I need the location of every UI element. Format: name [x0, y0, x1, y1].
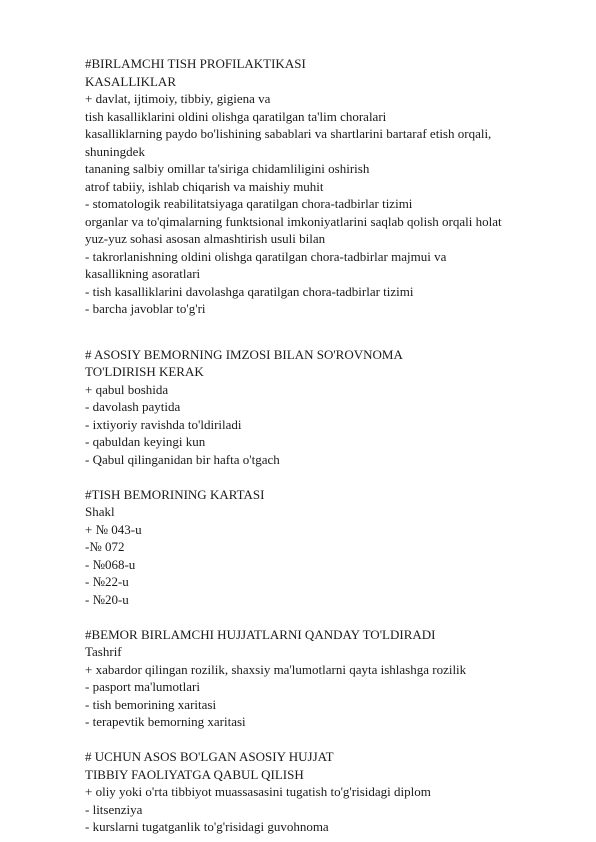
question-block-signature-survey [85, 346, 555, 469]
section-spacer [85, 731, 555, 749]
answer-option: -№ 072 [85, 539, 125, 554]
question-title: # UCHUN ASOS BO'LGAN ASOSIY HUJJAT [85, 749, 334, 764]
question-title-continued: Shakl [85, 504, 115, 519]
answer-option: - davolash paytida [85, 399, 181, 414]
answer-option-correct: + qabul boshida [85, 381, 169, 397]
section-spacer [85, 608, 555, 626]
answer-option: - Qabul qilinganidan bir hafta o'tgach [85, 451, 280, 467]
answer-option-correct: + oliy yoki o'rta tibbiyot muassasasini tugatish to'g'risidagi diplom [85, 784, 431, 799]
answer-option-correct: + xabardor qilingan rozilik, shaxsiy ma'lumotlarni qayta ishlashga rozilik [85, 661, 467, 677]
answer-text: yuz-yuz sohasi asosan almashtirish usuli bilan [85, 231, 326, 246]
answer-option: - terapevtik bemorning xaritasi [85, 714, 246, 729]
answer-text: shuningdek [85, 143, 145, 159]
question-title-continued: Tashrif [85, 644, 122, 659]
question-title-continued: KASALLIKLAR [85, 73, 176, 89]
answer-option: - stomatologik reabilitatsiyaga qaratilgan chora-tadbirlar tizimi [85, 196, 413, 211]
answer-text: organlar va to'qimalarning funktsional imkoniyatlarini saqlab qolish orqali holat [85, 213, 502, 229]
answer-text: kasalliklarning paydo bo'lishining sabablari va shartlarini bartaraf etish orqali, [85, 126, 492, 141]
question-title: #BIRLAMCHI TISH PROFILAKTIKASI [85, 56, 306, 71]
section-spacer [85, 318, 555, 346]
question-block-dental-card [85, 486, 555, 609]
question-title-continued: TIBBIY FAOLIYATGA QABUL QILISH [85, 766, 304, 782]
answer-option-correct: + davlat, ijtimoiy, tibbiy, gigiena va [85, 91, 271, 106]
answer-option: - №20-u [85, 591, 129, 607]
question-block-primary-prevention [85, 55, 555, 318]
answer-option: - tish kasalliklarini davolashga qaratilgan chora-tadbirlar tizimi [85, 283, 414, 299]
answer-option: - barcha javoblar to'g'ri [85, 301, 206, 316]
answer-option: - pasport ma'lumotlari [85, 679, 200, 694]
document-page [85, 55, 555, 836]
answer-option: - ixtiyoriy ravishda to'ldiriladi [85, 416, 242, 432]
question-block-primary-documents [85, 626, 555, 731]
section-spacer [85, 468, 555, 486]
question-block-admission-document [85, 748, 555, 836]
answer-option: - qabuldan keyingi kun [85, 434, 206, 449]
answer-option: - №22-u [85, 574, 129, 589]
question-title: # ASOSIY BEMORNING IMZOSI BILAN SO'ROVNOMA [85, 346, 403, 362]
question-title-continued: TO'LDIRISH KERAK [85, 364, 204, 379]
answer-option: - tish bemorining xaritasi [85, 696, 217, 712]
question-title: #BEMOR BIRLAMCHI HUJJATLARNI QANDAY TO'LDIRADI [85, 626, 436, 642]
answer-option: - №068-u [85, 556, 136, 572]
answer-text: tish kasalliklarini oldini olishga qaratilgan ta'lim choralari [85, 108, 387, 124]
question-title: #TISH BEMORINING KARTASI [85, 486, 265, 502]
answer-text: atrof tabiiy, ishlab chiqarish va maishiy muhit [85, 178, 324, 194]
answer-text: kasallikning asoratlari [85, 266, 201, 281]
answer-option: - kurslarni tugatganlik to'g'risidagi guvohnoma [85, 819, 329, 834]
answer-text: tananing salbiy omillar ta'siriga chidamliligini oshirish [85, 161, 370, 176]
answer-option: - takrorlanishning oldini olishga qaratilgan chora-tadbirlar majmui va [85, 248, 447, 264]
answer-option: - litsenziya [85, 801, 143, 817]
answer-option-correct: + № 043-u [85, 521, 142, 537]
